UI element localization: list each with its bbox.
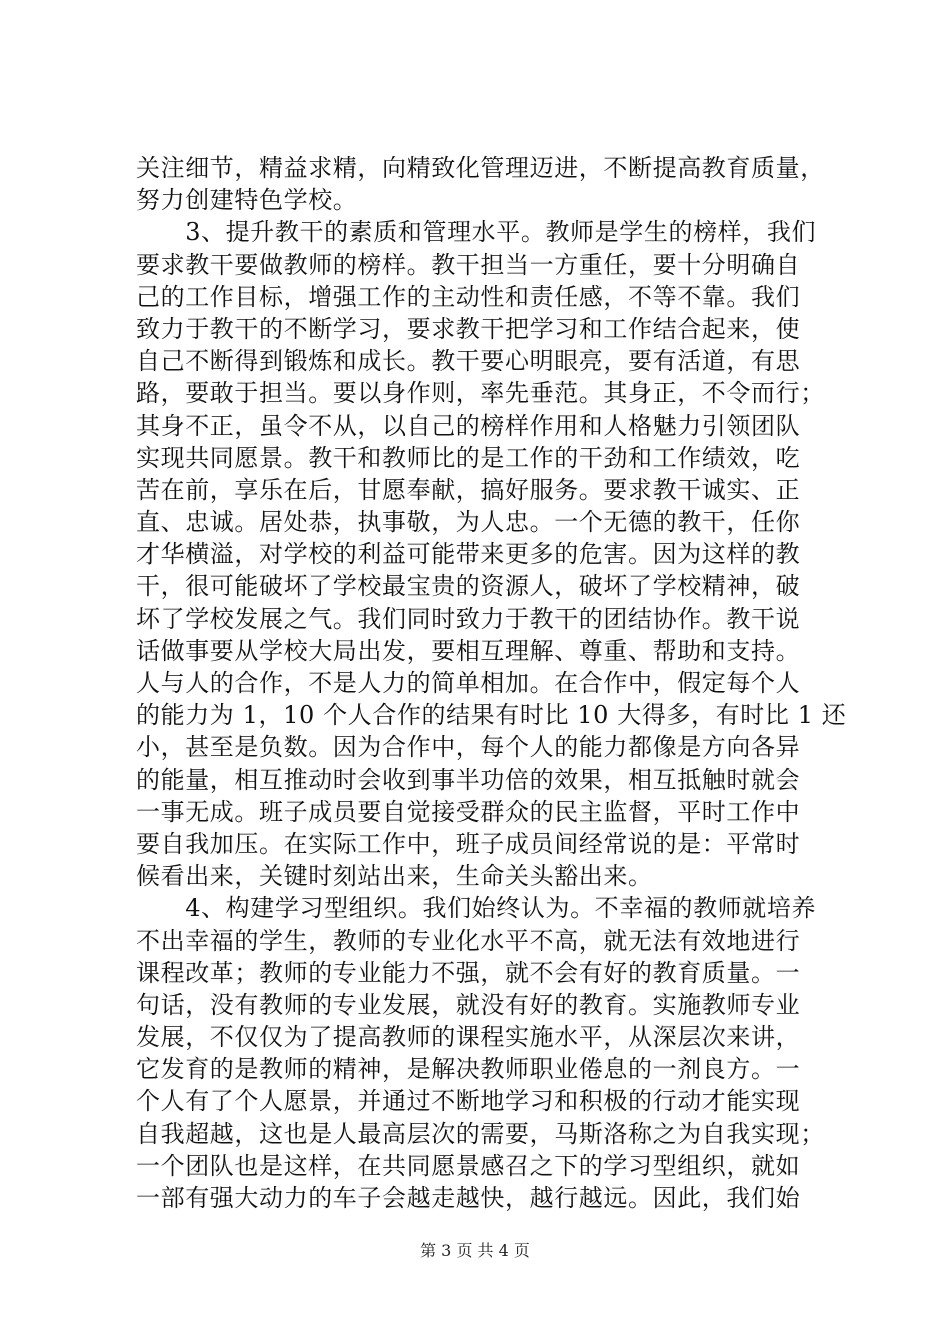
text-line: 自己不断得到锻炼和成长。教干要心明眼亮，要有活道，有思 xyxy=(136,347,801,376)
text-line: 致力于教干的不断学习，要求教干把学习和工作结合起来，使 xyxy=(136,314,801,343)
page-footer: 第 3 页 共 4 页 xyxy=(420,1241,530,1260)
text-line: 4、构建学习型组织。我们始终认为。不幸福的教师就培养 xyxy=(136,894,817,923)
text-line: 发展，不仅仅为了提高教师的课程实施水平，从深层次来讲， xyxy=(136,1023,801,1052)
text-line: 直、忠诚。居处恭，执事敬，为人忠。一个无德的教干，任你 xyxy=(136,508,801,537)
text-line: 它发育的是教师的精神，是解决教师职业倦息的一剂良方。一 xyxy=(136,1055,801,1084)
text-line: 苦在前，享乐在后，甘愿奉献，搞好服务。要求教干诚实、正 xyxy=(136,475,801,504)
text-line: 要自我加压。在实际工作中，班子成员间经常说的是：平常时 xyxy=(136,829,801,858)
text-line: 的能力为 1，10 个人合作的结果有时比 10 大得多，有时比 1 还 xyxy=(136,701,847,730)
document-body xyxy=(136,152,847,1214)
text-line: 努力创建特色学校。 xyxy=(136,186,358,215)
text-line: 话做事要从学校大局出发，要相互理解、尊重、帮助和支持。 xyxy=(136,636,801,665)
text-line: 一事无成。班子成员要自觉接受群众的民主监督，平时工作中 xyxy=(136,797,801,826)
text-line: 路，要敢于担当。要以身作则，率先垂范。其身正，不令而行； xyxy=(136,379,825,408)
text-line: 一部有强大动力的车子会越走越快，越行越远。因此，我们始 xyxy=(136,1184,801,1212)
text-line: 己的工作目标，增强工作的主动性和责任感，不等不靠。我们 xyxy=(136,282,801,311)
text-line: 小，甚至是负数。因为合作中，每个人的能力都像是方向各异 xyxy=(136,733,801,762)
text-line: 3、提升教干的素质和管理水平。教师是学生的榜样，我们 xyxy=(136,218,817,247)
text-line: 才华横溢，对学校的利益可能带来更多的危害。因为这样的教 xyxy=(136,540,801,569)
text-line: 个人有了个人愿景，并通过不断地学习和积极的行动才能实现 xyxy=(136,1087,801,1116)
text-line: 关注细节，精益求精，向精致化管理迈进，不断提高教育质量， xyxy=(136,154,825,182)
text-line: 的能量，相互推动时会收到事半功倍的效果，相互抵触时就会 xyxy=(136,765,801,794)
text-line: 句话，没有教师的专业发展，就没有好的教育。实施教师专业 xyxy=(136,990,801,1019)
text-line: 自我超越，这也是人最高层次的需要，马斯洛称之为自我实现； xyxy=(136,1119,825,1148)
text-line: 不出幸福的学生，教师的专业化水平不高，就无法有效地进行 xyxy=(136,926,801,955)
text-line: 候看出来，关键时刻站出来，生命关头豁出来。 xyxy=(136,862,653,891)
text-line: 人与人的合作，不是人力的简单相加。在合作中，假定每个人 xyxy=(136,669,801,697)
text-line: 一个团队也是这样，在共同愿景感召之下的学习型组织，就如 xyxy=(136,1151,801,1180)
text-line: 坏了学校发展之气。我们同时致力于教干的团结协作。教干说 xyxy=(136,604,801,633)
text-line: 实现共同愿景。教干和教师比的是工作的干劲和工作绩效，吃 xyxy=(136,443,801,472)
text-line: 其身不正，虽令不从，以自己的榜样作用和人格魅力引领团队 xyxy=(136,411,801,440)
text-line: 要求教干要做教师的榜样。教干担当一方重任，要十分明确自 xyxy=(136,250,801,279)
text-line: 课程改革；教师的专业能力不强，就不会有好的教育质量。一 xyxy=(136,958,801,987)
text-line: 干，很可能破坏了学校最宝贵的资源人，破坏了学校精神，破 xyxy=(136,572,801,601)
